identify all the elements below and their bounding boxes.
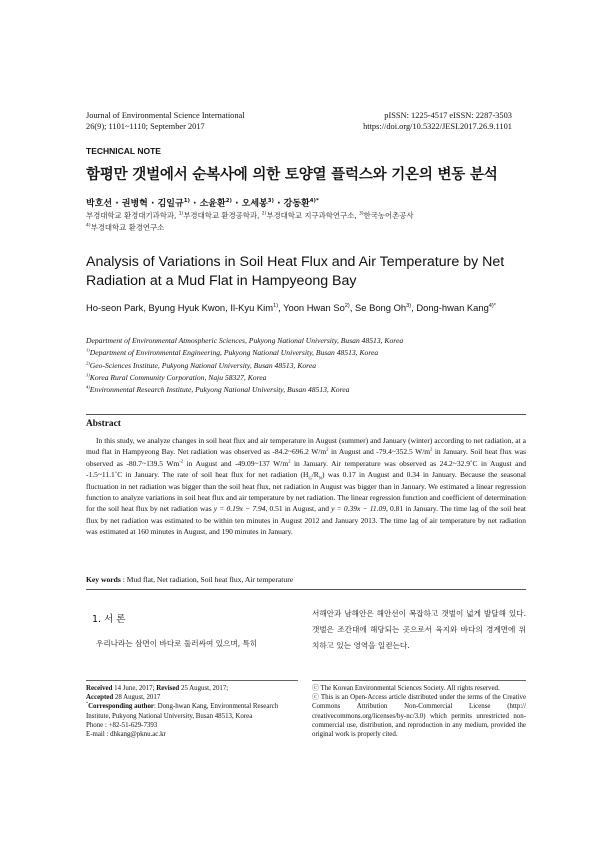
affiliation-sup: 4) bbox=[86, 384, 90, 390]
author-sup: 1) bbox=[183, 198, 190, 204]
separator: · bbox=[235, 199, 239, 209]
journal-name: Journal of Environmental Science International bbox=[86, 111, 245, 120]
abstract-text: in January. Soil heat flux was observed as -80.7~139.5 Wm bbox=[86, 447, 526, 468]
abstract-text: , 0.51 in August, and bbox=[265, 504, 332, 514]
english-affiliations bbox=[86, 335, 526, 396]
author-name: , Dong-hwan Kang bbox=[411, 302, 489, 313]
article-history-footnote bbox=[86, 684, 298, 739]
abstract-text: in August and -79.4~352.5 W/m bbox=[328, 447, 431, 457]
corresponding-text: : Dong-hwan Kang, Environmental Research Institute, Pukyong National University, Busan 48513, Korea bbox=[86, 703, 279, 720]
author-sup: 2) bbox=[225, 198, 232, 204]
author-name: , Se Bong Oh bbox=[349, 302, 407, 313]
affiliation-line bbox=[86, 360, 526, 372]
section-heading: 1. 서 론 bbox=[92, 614, 126, 625]
note-type: TECHNICAL NOTE bbox=[86, 146, 161, 156]
affiliation-sup: 3) bbox=[359, 211, 364, 217]
author-sup: 3) bbox=[406, 302, 412, 309]
footnote-rule-right bbox=[312, 680, 526, 681]
intro-left-column: 우리나라는 삼면이 바다로 둘러싸여 있으며, 특히 bbox=[96, 639, 258, 648]
copyright-line: ⓒ The Korean Environmental Sciences Society. All rights reserved. bbox=[312, 685, 500, 692]
equation: y = 0.19x − 7.94 bbox=[213, 504, 266, 514]
doi-link[interactable]: https://doi.org/10.5322/JESI.2017.26.9.1101 bbox=[363, 122, 512, 131]
author-name: Il-Kyu Kim bbox=[230, 302, 274, 313]
author-name: Byung Hyuk Kwon, bbox=[148, 302, 231, 313]
affiliation: Department of Environmental Engineering, Pukyong National University, Busan 48513, Korea bbox=[89, 348, 379, 358]
author-sup: 3) bbox=[267, 198, 274, 204]
received-date: 14 June, 2017; bbox=[112, 685, 157, 692]
keywords-rule bbox=[86, 589, 526, 590]
license-text: ⓒ This is an Open-Access article distributed under the terms of the Creative Commons Attribution Non-Commercial License (http:// creativecommons.org/licenses/by-nc/3.0) which permits unrestricted non-commercial use, distribution, and reproduction in any medium, provided the original work is properly cited. bbox=[312, 694, 526, 739]
author-sup: 4)* bbox=[488, 302, 496, 309]
author-sup: 4)* bbox=[309, 198, 319, 204]
affiliation-sup: 1) bbox=[86, 347, 90, 353]
affiliation: 부경대학교 환경연구소 bbox=[90, 223, 165, 232]
received-label: Received bbox=[86, 685, 113, 692]
abstract-text: in August and -49.09~137 W/m bbox=[183, 458, 289, 468]
superscript: 2 bbox=[288, 458, 291, 464]
english-title: Analysis of Variations in Soil Heat Flux and Air Temperature by Net Radiation at a Mud Flat in Hampyeong Bay bbox=[86, 254, 505, 289]
separator: · bbox=[193, 199, 197, 209]
subscript: N bbox=[318, 475, 323, 481]
affiliation: Environmental Research Institute, Pukyong National University, Busan 48513, Korea bbox=[89, 385, 350, 395]
abstract-text: /R bbox=[311, 470, 319, 480]
korean-affiliations bbox=[86, 210, 526, 234]
corresponding-author bbox=[86, 702, 298, 720]
author-name: , Yoon Hwan So bbox=[278, 302, 345, 313]
author-sup: 1) bbox=[273, 302, 279, 309]
accepted-line bbox=[86, 693, 298, 702]
affiliation: 한국농어촌공사 bbox=[363, 211, 414, 220]
corresponding-label: Corresponding author bbox=[88, 703, 154, 711]
affiliation-sup: 3) bbox=[86, 372, 90, 378]
separator: · bbox=[115, 199, 119, 209]
affiliation-sup: 2) bbox=[261, 211, 267, 217]
accepted-date: 28 August, 2017 bbox=[113, 694, 161, 702]
author-name: Ho-seon Park, bbox=[86, 302, 149, 313]
author-name: 소윤환 bbox=[199, 199, 226, 209]
superscript: 2 bbox=[326, 446, 329, 452]
affiliation-sup: 2) bbox=[86, 360, 90, 366]
license-footnote bbox=[312, 684, 526, 739]
abstract-text: In this study, we analyze changes in soil heat flux and air temperature in August (summer) and January (winter) according to net radiation, at a mud flat in Hampyeong Bay. Net radiation was observed as -84.2~696.2 W/m bbox=[86, 436, 526, 457]
revised-label: Revised bbox=[156, 685, 180, 692]
author-name: 오세봉 bbox=[241, 199, 268, 209]
english-authors bbox=[86, 299, 526, 317]
affiliation: 부경대학교 환경대기과학과, bbox=[86, 211, 179, 220]
subscript: G bbox=[308, 475, 312, 481]
affiliation: Department of Environmental Atmospheric Sciences, Pukyong National University, Busan 48513, Korea bbox=[86, 336, 404, 345]
affiliation-line bbox=[86, 347, 526, 359]
abstract-body bbox=[86, 435, 526, 538]
footnote-rule-left bbox=[86, 680, 298, 681]
affiliation: Geo-Sciences Institute, Pukyong National University, Busan 48513, Korea bbox=[89, 360, 317, 370]
author-name: 박호선 bbox=[86, 199, 113, 209]
affiliation-line bbox=[86, 384, 526, 396]
affiliation: Korea Rural Community Corporation, Naju 58327, Korea bbox=[89, 372, 267, 382]
separator: · bbox=[151, 199, 155, 209]
superscript: 2 bbox=[430, 446, 433, 452]
affiliation: 부경대학교 환경공학과, bbox=[183, 211, 262, 220]
asterisk: * bbox=[86, 701, 89, 707]
journal-issue: 26(9); 1101~1110; September 2017 bbox=[86, 122, 205, 131]
keywords-label: Key words bbox=[86, 575, 121, 584]
revised-date: 25 August, 2017; bbox=[179, 685, 229, 692]
journal-info bbox=[86, 110, 245, 132]
author-name: 김일규 bbox=[157, 199, 184, 209]
intro-right-column: 서해안과 남해안은 해안선이 복잡하고 갯벌이 넓게 발달해 있다. 갯벌은 조간대에 해당되는 곳으로서 육지와 바다의 경계면에 위치하고 있는 영역을 일컫는다. bbox=[312, 609, 526, 650]
journal-ids bbox=[363, 110, 512, 132]
email[interactable]: E-mail : dhkang@pknu.ac.kr bbox=[86, 731, 166, 739]
separator: · bbox=[277, 199, 281, 209]
abstract-text: in January. Air temperature was observed as 24.2~32.9˚C in August and -1.5~11.1˚C in January. The rate of soil heat flux for net radiation (H bbox=[86, 458, 527, 480]
abstract-top-rule bbox=[86, 414, 526, 415]
equation: y = 0.39x − 11.09 bbox=[331, 504, 387, 514]
abstract-text: , 0.81 in January. The time lag of the soil heat flux by net radiation was estimated to be within ten minutes in August 2012 and January 2013. The time lag of air temperature by net radiation was estimated at 160 minutes in August, and 190 minutes in January. bbox=[86, 504, 526, 537]
superscript: -2 bbox=[179, 458, 184, 464]
abstract-text: ) was 0.17 in August and 0.34 in January. Because the seasonal fluctuation in net radiation was bigger than the soil heat flux, net radiation in August was bigger than in January. We estimated a linear regression function to analyze variations in soil heat flux and air temperature by net radiation. The linear regression function and coefficient of determination for the soil heat flux by net radiation was bbox=[86, 470, 526, 514]
phone: Phone : +82-51-629-7393 bbox=[86, 721, 158, 729]
abstract-heading: Abstract bbox=[86, 419, 121, 429]
affiliation-line bbox=[86, 372, 526, 384]
affiliation-line bbox=[86, 335, 526, 347]
keywords-text: : Mud flat, Net radiation, Soil heat flux, Air temperature bbox=[120, 575, 294, 584]
accepted-label: Accepted bbox=[86, 694, 114, 702]
issn: pISSN: 1225-4517 eISSN: 2287-3503 bbox=[384, 111, 512, 120]
korean-title: 함평만 갯벌에서 순복사에 의한 토양열 플럭스와 기온의 변동 분석 bbox=[86, 167, 498, 183]
affiliation-sup: 1) bbox=[178, 211, 184, 217]
affiliation: 부경대학교 지구과학연구소, bbox=[266, 211, 360, 220]
korean-authors bbox=[86, 196, 319, 209]
dates-line bbox=[86, 684, 298, 693]
author-sup: 2) bbox=[344, 302, 350, 309]
affiliation-sup: 4) bbox=[86, 223, 91, 229]
author-name: 강동환 bbox=[283, 199, 310, 209]
keywords bbox=[86, 575, 526, 584]
author-name: 권병혁 bbox=[121, 199, 148, 209]
